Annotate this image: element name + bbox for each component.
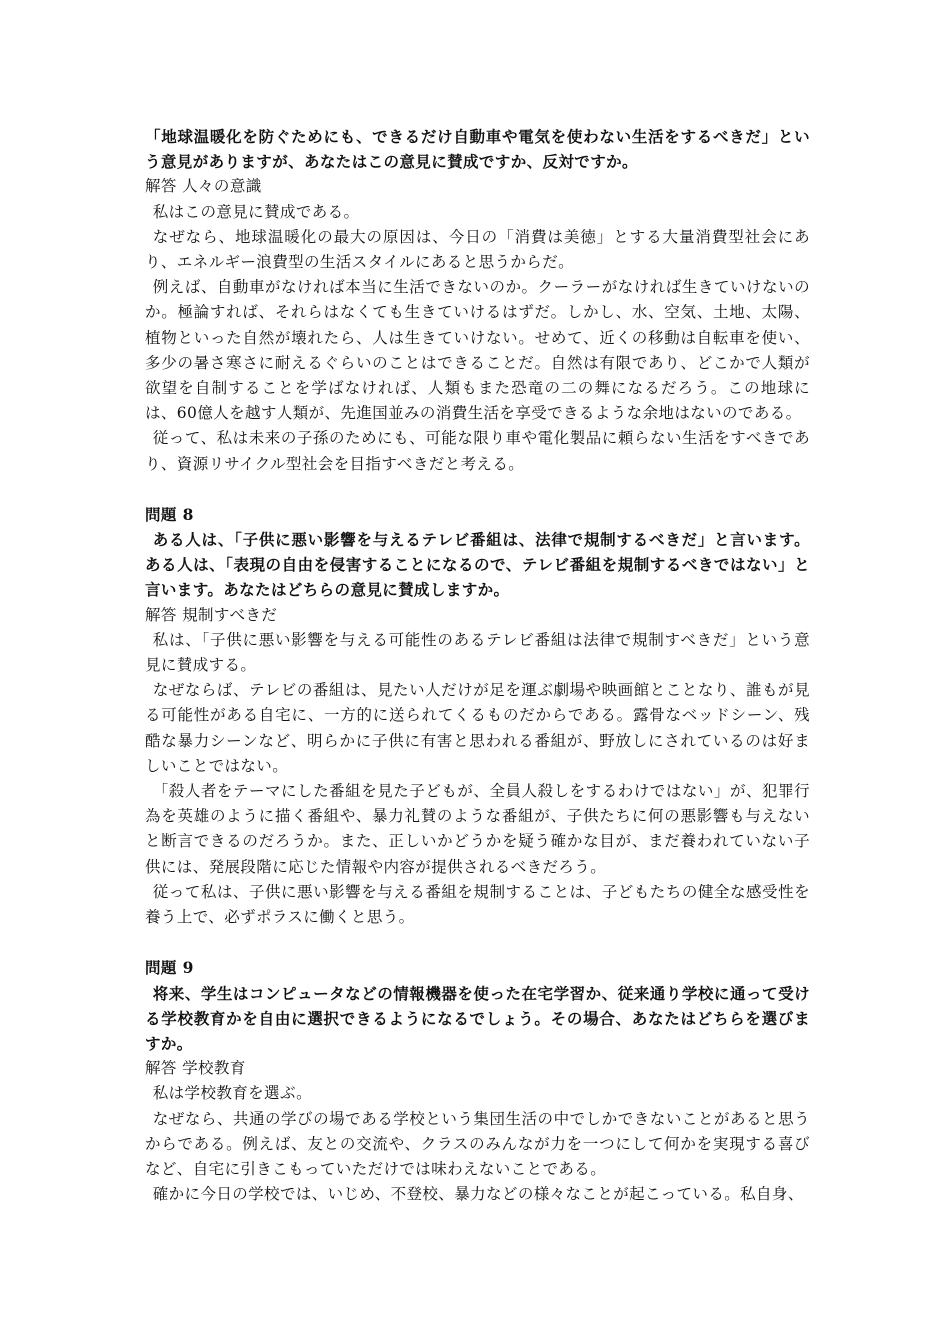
question-heading: 問題 8	[145, 504, 194, 524]
answer-paragraph: 従って、私は未来の子孫のためにも、可能な限り車や電化製品に頼らない生活をすべきであり、資源リサイクル型社会を目指すべきだと考える。	[145, 429, 810, 473]
answer-paragraph: なぜなら、共通の学びの場である学校という集団生活の中でしかできないことがあると思うからである。例えば、友との交流や、クラスのみんなが力を一つにして何かを実現する喜びなど、自宅に引きこもっていただけでは味わえないことである。	[145, 1109, 810, 1178]
document-page	[145, 124, 810, 1207]
question-text: 将来、学生はコンピュータなどの情報機器を使った在宅学習か、従来通り学校に通って受ける学校教育かを自由に選択できるようになるでしょう。その場合、あなたはどちらを選びますか。	[145, 983, 810, 1053]
answer-label: 解答 規制すべきだ	[145, 605, 278, 624]
answer-paragraph: 私は学校教育を選ぶ。	[152, 1084, 313, 1103]
answer-paragraph: 私は、「子供に悪い影響を与える可能性のあるテレビ番組は法律で規制すべきだ」という意見に賛成する。	[145, 630, 810, 675]
question-heading: 問題 9	[145, 958, 194, 978]
answer-paragraph: 確かに今日の学校では、いじめ、不登校、暴力などの様々なことが起こっている。私自身、	[152, 1185, 804, 1204]
answer-paragraph: 従って私は、子供に悪い影響を与える番組を規制することは、子どもたちの健全な感受性を養う上で、必ずポラスに働くと思う。	[145, 882, 810, 927]
question-text: 「地球温暖化を防ぐためにも、できるだけ自動車や電気を使わない生活をするべきだ」という意見がありますが、あなたはこの意見に賛成ですか、反対ですか。	[145, 127, 810, 172]
essay-section-1	[145, 124, 810, 477]
question-text: ある人は、「子供に悪い影響を与えるテレビ番組は、法律で規制するべきだ」と言います。ある人は、「表現の自由を侵害することになるので、テレビ番組を規制するべきではない」と言います。あなたはどちらの意見に賛成しますか。	[145, 530, 810, 600]
answer-paragraph: 例えば、自動車がなければ本当に生活できないのか。クーラーがなければ生きていけないのか。極論すれば、それらはなくても生きていけるはずだ。しかし、水、空気、土地、太陽、植物といった自然が壊れたら、人は生きていけない。せめて、近くの移動は自転車を使い、多少の暑さ寒さに耐えるぐらいのことはできることだ。自然は有限であり、どこかで人類が欲望を自制することを学ばなければ、人類もまた恐竜の二の舞になるだろう。この地球には、60億人を越す人類が、先進国並みの消費生活を享受できるような余地はないのである。	[145, 278, 810, 423]
answer-paragraph: 私はこの意見に賛成である。	[152, 202, 360, 221]
answer-paragraph: なぜならば、テレビの番組は、見たい人だけが足を運ぶ劇場や映画館とことなり、誰もが見る可能性がある自宅に、一方的に送られてくるものだからである。露骨なベッドシーン、残酷な暴力シーンなど、明らかに子供に有害と思われる番組が、野放しにされているのは好ましいことではない。	[145, 681, 810, 775]
section-gap	[145, 930, 810, 955]
section-gap	[145, 477, 810, 502]
answer-label: 解答 学校教育	[145, 1059, 246, 1078]
essay-section-2	[145, 502, 810, 930]
answer-paragraph: 「殺人者をテーマにした番組を見た子どもが、全員人殺しをするわけではない」が、犯罪行為を英雄のように描く番組や、暴力礼賛のような番組が、子供たちに何の悪影響も与えないと断言できるのだろうか。また、正しいかどうかを疑う確かな目が、まだ養われていない子供には、発展段階に応じた情報や内容が提供されるべきだろう。	[145, 782, 810, 876]
answer-paragraph: なぜなら、地球温暖化の最大の原因は、今日の「消費は美徳」とする大量消費型社会にあり、エネルギー浪費型の生活スタイルにあると思うからだ。	[145, 227, 810, 272]
answer-label: 解答 人々の意識	[145, 177, 262, 196]
essay-section-3	[145, 955, 810, 1207]
